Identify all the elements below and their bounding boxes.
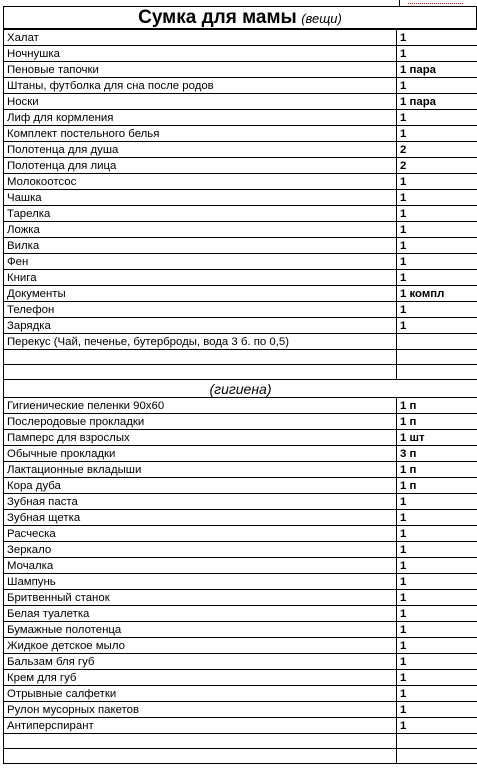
- list-item: [4, 318, 477, 334]
- hygiene-header: [4, 380, 477, 398]
- item-name: Мочалка: [4, 558, 397, 574]
- list-item: [4, 590, 477, 606]
- corner-cell: [399, 0, 477, 6]
- item-quantity: 1: [397, 686, 477, 702]
- item-quantity: 1: [397, 510, 477, 526]
- item-quantity: 1: [397, 126, 477, 142]
- empty-cell: [4, 749, 397, 764]
- empty-cell: [397, 749, 477, 764]
- item-name: Документы: [4, 286, 397, 302]
- list-item: [4, 126, 477, 142]
- item-name: Штаны, футболка для сна после родов: [4, 78, 397, 94]
- item-name: Тарелка: [4, 206, 397, 222]
- item-quantity: 1: [397, 574, 477, 590]
- item-quantity: 1: [397, 270, 477, 286]
- item-quantity: 1: [397, 702, 477, 718]
- item-name: Лиф для кормления: [4, 110, 397, 126]
- list-item: [4, 334, 477, 350]
- empty-cell: [397, 350, 477, 365]
- item-quantity: 1 п: [397, 398, 477, 414]
- section-title: (гигиена): [4, 380, 477, 398]
- item-name: Перекус (Чай, печенье, бутерброды, вода 3 б. по 0,5): [4, 334, 397, 350]
- hygiene-section: [4, 398, 477, 734]
- item-name: Ночнушка: [4, 46, 397, 62]
- spacer-rows: [4, 350, 477, 380]
- list-item: [4, 254, 477, 270]
- list-item: [4, 574, 477, 590]
- spellcheck-mark: [408, 3, 463, 4]
- item-quantity: 1 п: [397, 414, 477, 430]
- item-quantity: 1: [397, 206, 477, 222]
- trailing-rows: [4, 734, 477, 764]
- item-name: Шампунь: [4, 574, 397, 590]
- item-name: Зубная паста: [4, 494, 397, 510]
- item-name: Полотенца для душа: [4, 142, 397, 158]
- item-name: Гигиенические пеленки 90х60: [4, 398, 397, 414]
- item-name: Жидкое детское мыло: [4, 638, 397, 654]
- item-name: Бальзам бля губ: [4, 654, 397, 670]
- item-quantity: [397, 334, 477, 350]
- item-quantity: 1 шт: [397, 430, 477, 446]
- list-item: [4, 526, 477, 542]
- page-title: Сумка для мамы: [138, 7, 297, 28]
- item-name: Носки: [4, 94, 397, 110]
- item-name: Лактационные вкладыши: [4, 462, 397, 478]
- list-item: [4, 286, 477, 302]
- item-name: Полотенца для лица: [4, 158, 397, 174]
- item-quantity: 1: [397, 174, 477, 190]
- item-name: Зеркало: [4, 542, 397, 558]
- item-quantity: 1: [397, 638, 477, 654]
- empty-row: [4, 350, 477, 365]
- item-name: Белая туалетка: [4, 606, 397, 622]
- empty-cell: [397, 365, 477, 380]
- item-name: Телефон: [4, 302, 397, 318]
- list-item: [4, 206, 477, 222]
- item-quantity: 1: [397, 622, 477, 638]
- item-quantity: 1: [397, 318, 477, 334]
- list-item: [4, 542, 477, 558]
- item-quantity: 1: [397, 542, 477, 558]
- empty-row: [4, 734, 477, 749]
- item-quantity: 1 п: [397, 478, 477, 494]
- item-name: Бумажные полотенца: [4, 622, 397, 638]
- item-name: Вилка: [4, 238, 397, 254]
- item-quantity: 1: [397, 606, 477, 622]
- list-item: [4, 462, 477, 478]
- item-name: Антиперспирант: [4, 718, 397, 734]
- item-quantity: 1 компл: [397, 286, 477, 302]
- list-item: [4, 670, 477, 686]
- title-row: [3, 7, 477, 29]
- item-quantity: 1: [397, 590, 477, 606]
- item-name: Послеродовые прокладки: [4, 414, 397, 430]
- item-quantity: 1: [397, 654, 477, 670]
- empty-cell: [4, 734, 397, 749]
- item-quantity: 1: [397, 718, 477, 734]
- list-item: [4, 158, 477, 174]
- empty-cell: [4, 350, 397, 365]
- item-name: Отрывные салфетки: [4, 686, 397, 702]
- item-quantity: 2: [397, 158, 477, 174]
- item-quantity: 2: [397, 142, 477, 158]
- list-item: [4, 398, 477, 414]
- empty-row: [4, 365, 477, 380]
- item-quantity: 1: [397, 222, 477, 238]
- item-name: Крем для губ: [4, 670, 397, 686]
- item-name: Пеновые тапочки: [4, 62, 397, 78]
- item-quantity: 1: [397, 494, 477, 510]
- list-item: [4, 702, 477, 718]
- item-quantity: 1: [397, 110, 477, 126]
- item-quantity: 1: [397, 558, 477, 574]
- item-quantity: 1: [397, 190, 477, 206]
- list-item: [4, 414, 477, 430]
- list-item: [4, 654, 477, 670]
- item-name: Кора дуба: [4, 478, 397, 494]
- item-name: Халат: [4, 30, 397, 46]
- list-item: [4, 494, 477, 510]
- list-item: [4, 302, 477, 318]
- item-name: Ложка: [4, 222, 397, 238]
- sheet-top-border: [3, 0, 477, 7]
- item-quantity: 3 п: [397, 446, 477, 462]
- checklist-table: [3, 29, 477, 764]
- item-name: Обычные прокладки: [4, 446, 397, 462]
- list-item: [4, 622, 477, 638]
- list-item: [4, 62, 477, 78]
- list-item: [4, 430, 477, 446]
- list-item: [4, 30, 477, 46]
- section-title-row: [4, 380, 477, 398]
- list-item: [4, 558, 477, 574]
- item-quantity: 1: [397, 526, 477, 542]
- list-item: [4, 686, 477, 702]
- list-item: [4, 78, 477, 94]
- item-name: Памперс для взрослых: [4, 430, 397, 446]
- empty-row: [4, 749, 477, 764]
- list-item: [4, 510, 477, 526]
- item-quantity: 1: [397, 302, 477, 318]
- list-item: [4, 238, 477, 254]
- list-item: [4, 142, 477, 158]
- item-name: Зубная щетка: [4, 510, 397, 526]
- item-name: Зарядка: [4, 318, 397, 334]
- list-item: [4, 174, 477, 190]
- item-quantity: 1: [397, 670, 477, 686]
- list-item: [4, 222, 477, 238]
- list-item: [4, 94, 477, 110]
- page-subtitle: (вещи): [301, 11, 342, 26]
- item-name: Фен: [4, 254, 397, 270]
- item-name: Рулон мусорных пакетов: [4, 702, 397, 718]
- item-name: Комплект постельного белья: [4, 126, 397, 142]
- list-item: [4, 478, 477, 494]
- list-item: [4, 446, 477, 462]
- item-quantity: 1 п: [397, 462, 477, 478]
- list-item: [4, 270, 477, 286]
- item-quantity: 1: [397, 78, 477, 94]
- list-item: [4, 606, 477, 622]
- list-item: [4, 190, 477, 206]
- item-name: Молокоотсос: [4, 174, 397, 190]
- list-item: [4, 110, 477, 126]
- checklist-sheet: [3, 0, 477, 764]
- item-quantity: 1: [397, 30, 477, 46]
- item-name: Чашка: [4, 190, 397, 206]
- item-name: Расческа: [4, 526, 397, 542]
- empty-cell: [4, 365, 397, 380]
- item-name: Бритвенный станок: [4, 590, 397, 606]
- item-name: Книга: [4, 270, 397, 286]
- empty-cell: [397, 734, 477, 749]
- list-item: [4, 638, 477, 654]
- item-quantity: 1 пара: [397, 94, 477, 110]
- things-section: [4, 30, 477, 350]
- item-quantity: 1: [397, 238, 477, 254]
- item-quantity: 1 пара: [397, 62, 477, 78]
- item-quantity: 1: [397, 254, 477, 270]
- item-quantity: 1: [397, 46, 477, 62]
- list-item: [4, 46, 477, 62]
- list-item: [4, 718, 477, 734]
